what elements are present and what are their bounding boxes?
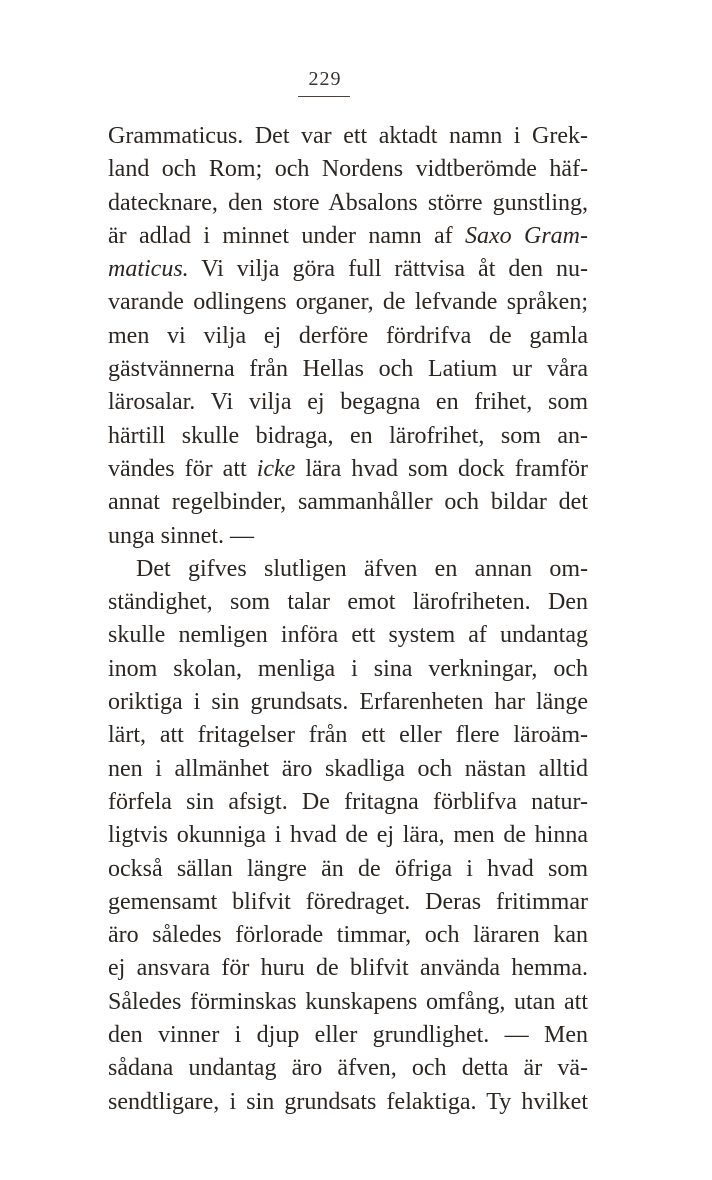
text-segment: också sällan längre än de öfriga i hvad som — [108, 855, 588, 882]
text-line — [108, 919, 588, 952]
text-line — [108, 386, 588, 419]
text-line — [108, 853, 588, 886]
text-segment: vändes för att — [108, 455, 257, 482]
text-segment: sådana undantag äro äfven, och detta är vä- — [108, 1055, 588, 1082]
text-line — [108, 586, 588, 619]
text-segment: land och Rom; och Nordens vidtberömde häf- — [108, 156, 588, 183]
text-line — [108, 353, 588, 386]
text-segment: lärt, att fritagelser från ett eller flere läroäm- — [108, 722, 588, 749]
text-line — [108, 486, 588, 519]
text-line — [108, 819, 588, 852]
text-line — [108, 153, 588, 186]
text-line — [108, 1052, 588, 1085]
page-number-underline — [298, 96, 350, 97]
text-segment: sendtligare, i sin grundsats felaktiga. Ty hvilket — [108, 1088, 588, 1115]
italic-text-segment: Saxo Gram- — [464, 222, 588, 249]
text-segment: Det gifves slutligen äfven en annan om- — [136, 555, 588, 582]
text-segment: förfela sin afsigt. De fritagna förblifva natur- — [108, 788, 588, 815]
text-segment: ej ansvara för huru de blifvit använda hemma. — [108, 955, 588, 982]
text-line — [108, 253, 588, 286]
text-segment: Grammaticus. Det var ett aktadt namn i Grek- — [108, 123, 588, 149]
text-line — [108, 653, 588, 686]
text-segment: äro således förlorade timmar, och läraren kan — [108, 922, 588, 949]
text-line — [108, 187, 588, 220]
text-segment: unga sinnet. — — [108, 522, 254, 549]
text-segment: varande odlingens organer, de lefvande språken; — [108, 289, 588, 316]
text-segment: men vi vilja ej derföre fördrifva de gamla — [108, 322, 588, 349]
text-segment: ständighet, som talar emot lärofriheten. Den — [108, 589, 588, 616]
text-line — [108, 952, 588, 985]
text-segment: oriktiga i sin grundsats. Erfarenheten har länge — [108, 689, 588, 716]
body-text — [108, 120, 588, 1119]
text-segment: Således förminskas kunskapens omfång, utan att — [108, 988, 588, 1015]
text-segment: lärosalar. Vi vilja ej begagna en frihet, som — [108, 389, 588, 416]
text-line — [108, 453, 588, 486]
text-line — [108, 1019, 588, 1052]
text-line — [108, 320, 588, 353]
text-line — [108, 520, 588, 553]
text-segment: skulle nemligen införa ett system af undantag — [108, 622, 588, 649]
text-segment: Vi vilja göra full rättvisa åt den nu- — [188, 256, 588, 283]
text-segment: datecknare, den store Absalons större gunstling, — [108, 189, 588, 216]
text-segment: är adlad i minnet under namn af — [108, 222, 465, 249]
text-line — [108, 1086, 588, 1119]
text-line — [108, 786, 588, 819]
text-segment: den vinner i djup eller grundlighet. — Men — [108, 1022, 588, 1049]
text-line — [108, 286, 588, 319]
text-segment: inom skolan, menliga i sina verkningar, och — [108, 655, 588, 682]
text-line — [108, 120, 588, 153]
text-line — [108, 619, 588, 652]
text-segment: ligtvis okunniga i hvad de ej lära, men de hinna — [108, 822, 588, 849]
text-line — [108, 986, 588, 1019]
text-segment: gemensamt blifvit föredraget. Deras fritimmar — [108, 888, 588, 915]
text-line — [108, 686, 588, 719]
text-line — [108, 886, 588, 919]
italic-text-segment: maticus. — [108, 256, 189, 283]
text-segment: lära hvad som dock framför — [295, 455, 588, 482]
text-segment: nen i allmänhet äro skadliga och nästan alltid — [108, 755, 588, 782]
text-line — [108, 220, 588, 253]
text-line — [108, 719, 588, 752]
text-segment: gästvännerna från Hellas och Latium ur våra — [108, 356, 588, 383]
text-line — [108, 753, 588, 786]
text-segment: härtill skulle bidraga, en lärofrihet, som an- — [108, 422, 588, 449]
text-line — [108, 420, 588, 453]
text-line — [108, 553, 588, 586]
text-segment: annat regelbinder, sammanhåller och bildar det — [108, 489, 588, 516]
italic-text-segment: icke — [256, 455, 296, 482]
page-number: 229 — [308, 68, 342, 90]
